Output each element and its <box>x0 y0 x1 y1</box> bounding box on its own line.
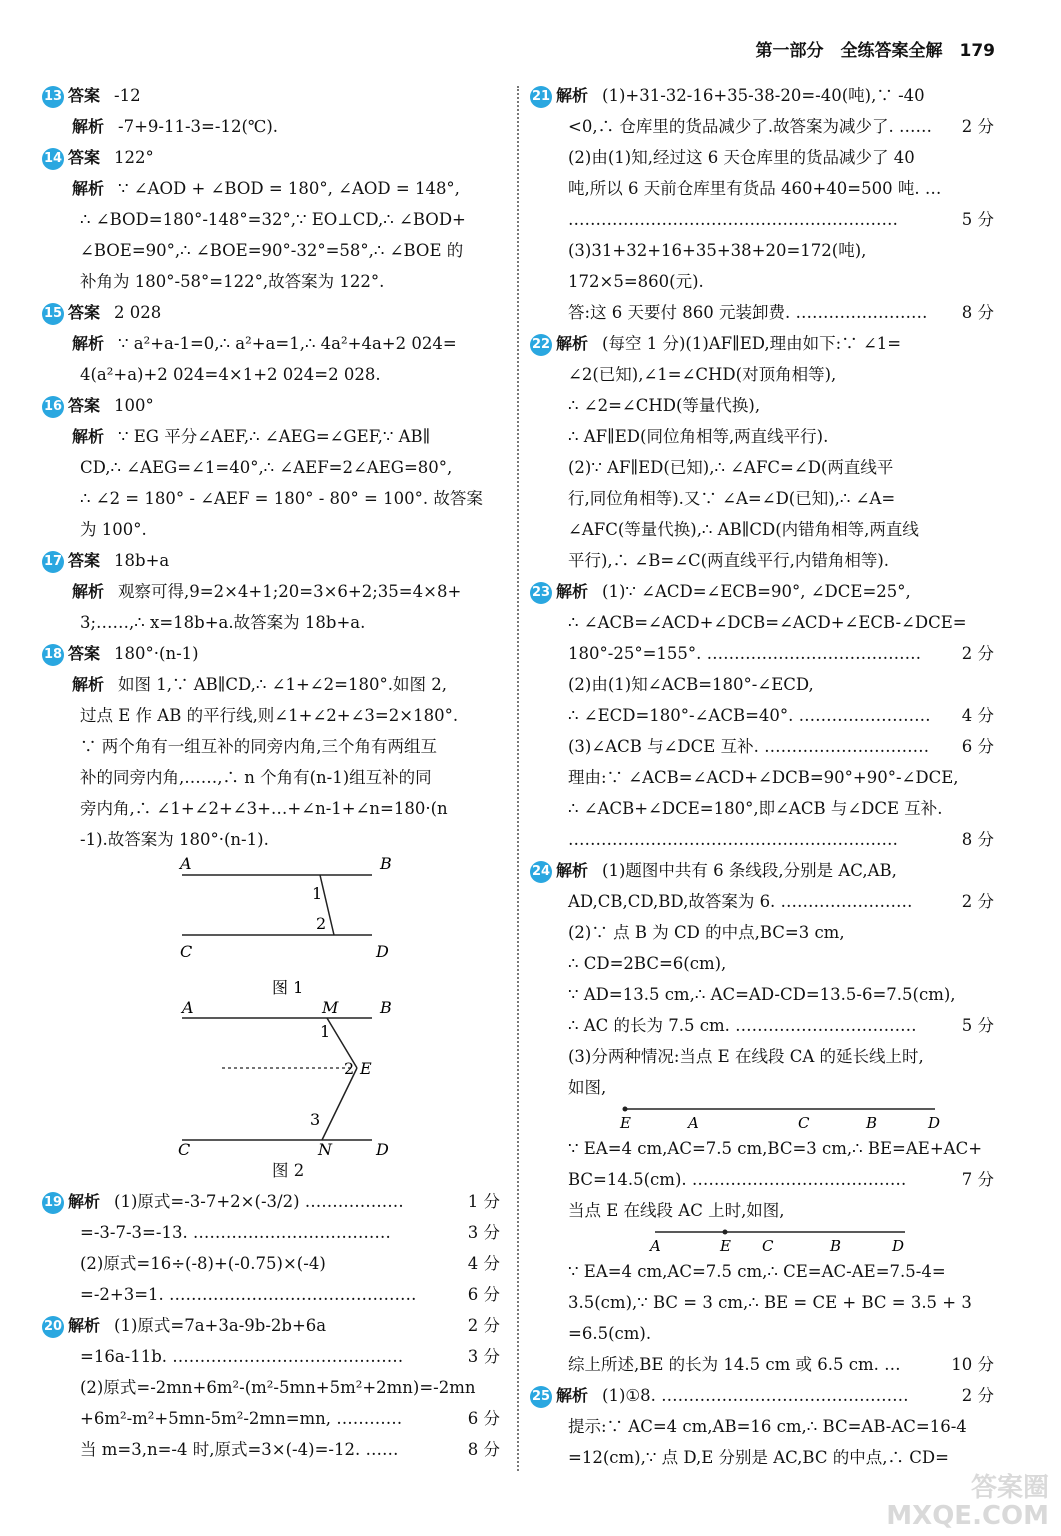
line-text: (每空 1 分)(1)AF∥ED,理由如下:∵ ∠1= <box>602 334 902 353</box>
question-number-badge: 25 <box>530 1386 552 1408</box>
line-text: <0,∴ 仓库里的货品减少了.故答案为减少了. …… <box>568 117 933 136</box>
score-mark: 4 分 <box>467 1254 500 1273</box>
line-text: ∵ EA=4 cm,AC=7.5 cm,∴ CE=AC-AE=7.5-4= <box>568 1262 946 1281</box>
text-line <box>530 793 998 824</box>
answer-tag: 答案 <box>68 644 101 663</box>
line-text: (1)+31-32-16+35-38-20=-40(吨),∵ -40 <box>602 86 925 105</box>
line-text: (1)原式=-3-7+2×(-3/2) ……………… <box>114 1192 404 1211</box>
text-line <box>42 731 504 762</box>
line-text: 180°-25°=155°. ………………………………… <box>568 644 922 663</box>
score-mark: 3 分 <box>467 1223 500 1242</box>
answer-tag: 答案 <box>68 86 101 105</box>
score-mark: 5 分 <box>961 1016 994 1035</box>
seg2-label-b: B <box>830 1237 842 1255</box>
text-line <box>42 421 504 452</box>
question-number-badge: 22 <box>530 334 552 356</box>
answer-tag: 答案 <box>68 303 101 322</box>
score-mark: 2 分 <box>961 1386 994 1405</box>
line-text: (1)①8. ……………………………………… <box>602 1386 909 1405</box>
score-mark: 2 分 <box>961 644 994 663</box>
text-line <box>42 297 504 328</box>
answer-tag: 解析 <box>556 582 589 601</box>
line-text: +6m²-m²+5mn-5m²-2mn=mn, ………… <box>80 1409 403 1428</box>
line-text: 如图 1,∵ AB∥CD,∴ ∠1+∠2=180°.如图 2, <box>118 675 447 694</box>
fig2-angle-2: 2 <box>344 1059 355 1078</box>
line-text: =-3-7-3=-13. ……………………………… <box>80 1223 391 1242</box>
text-line <box>530 948 998 979</box>
text-line <box>530 421 998 452</box>
answer-tag: 答案 <box>68 551 101 570</box>
fig2-label-n: N <box>318 1140 332 1159</box>
text-line <box>42 1372 504 1403</box>
line-text: ∵ EG 平分∠AEF,∴ ∠AEG=∠GEF,∵ AB∥ <box>118 427 431 446</box>
fig2-label-d: D <box>376 1140 389 1159</box>
score-mark: 1 分 <box>467 1192 500 1211</box>
line-text: 4(a²+a)+2 024=4×1+2 024=2 028. <box>80 365 381 384</box>
line-text: 答:这 6 天要付 860 元装卸费. …………………… <box>568 303 928 322</box>
segment-figure-1 <box>530 1103 998 1133</box>
score-mark: 4 分 <box>961 706 994 725</box>
line-text: =16a-11b. …………………………………… <box>80 1347 404 1366</box>
text-line <box>530 514 998 545</box>
question-number-badge: 13 <box>42 86 64 108</box>
text-line <box>42 545 504 576</box>
fig2-angle-3: 3 <box>310 1110 321 1129</box>
score-mark: 2 分 <box>961 117 994 136</box>
line-text: ∴ ∠2=∠CHD(等量代换), <box>568 396 761 415</box>
answer-tag: 解析 <box>72 427 105 446</box>
text-line <box>42 669 504 700</box>
text-line <box>42 1186 504 1217</box>
text-line <box>42 111 504 142</box>
fig2-label-e: E <box>360 1059 372 1078</box>
text-line <box>530 886 998 917</box>
text-line <box>42 483 504 514</box>
text-line <box>530 1164 998 1195</box>
seg1-label-e: E <box>620 1114 631 1132</box>
line-text: ∴ ∠ACB+∠DCE=180°,即∠ACB 与∠DCE 互补. <box>568 799 943 818</box>
line-text: (3)分两种情况:当点 E 在线段 CA 的延长线上时, <box>568 1047 924 1066</box>
line-text: (2)∵ AF∥ED(已知),∴ ∠AFC=∠D(两直线平 <box>568 458 894 477</box>
score-mark: 5 分 <box>961 210 994 229</box>
line-text: 吨,所以 6 天前仓库里有货品 460+40=500 吨. … <box>568 179 942 198</box>
text-line <box>530 576 998 607</box>
line-text: (2)由(1)知∠ACB=180°-∠ECD, <box>568 675 814 694</box>
text-line <box>530 452 998 483</box>
fig2-label-b: B <box>380 998 392 1017</box>
text-line <box>530 235 998 266</box>
text-line <box>530 638 998 669</box>
text-line <box>530 1380 998 1411</box>
seg2-label-c: C <box>762 1237 774 1255</box>
fig1-label-c: C <box>180 942 193 961</box>
fig2-label-c: C <box>178 1140 191 1159</box>
answer-tag: 解析 <box>72 675 105 694</box>
text-line <box>42 328 504 359</box>
line-text: 过点 E 作 AB 的平行线,则∠1+∠2+∠3=2×180°. <box>80 706 459 725</box>
answer-tag: 解析 <box>72 582 105 601</box>
segment-figure-2 <box>530 1226 998 1256</box>
text-line <box>42 1279 504 1310</box>
column-divider <box>517 86 519 1471</box>
text-line <box>42 390 504 421</box>
text-line <box>42 1341 504 1372</box>
line-text: ∵ AD=13.5 cm,∴ AC=AD-CD=13.5-6=7.5(cm), <box>568 985 956 1004</box>
text-line <box>42 1248 504 1279</box>
left-lines-2 <box>42 1186 504 1465</box>
text-line <box>42 142 504 173</box>
score-mark: 7 分 <box>961 1170 994 1189</box>
line-text: (1)题图中共有 6 条线段,分别是 AC,AB, <box>602 861 897 880</box>
text-line <box>530 1287 998 1318</box>
text-line <box>530 1256 998 1287</box>
text-line <box>42 1403 504 1434</box>
text-line <box>530 607 998 638</box>
text-line <box>530 111 998 142</box>
text-line <box>42 824 504 855</box>
line-text: 观察可得,9=2×4+1;20=3×6+2;35=4×8+ <box>118 582 462 601</box>
right-lines <box>530 80 998 1103</box>
fig1-label-d: D <box>376 942 389 961</box>
answer-tag: 解析 <box>68 1316 101 1335</box>
line-text: ∠BOE=90°,∴ ∠BOE=90°-32°=58°,∴ ∠BOE 的 <box>80 241 464 260</box>
question-number-badge: 23 <box>530 582 552 604</box>
answer-tag: 解析 <box>72 179 105 198</box>
text-line <box>42 762 504 793</box>
text-line <box>42 235 504 266</box>
answer-tag: 解析 <box>556 1386 589 1405</box>
line-text: ∠AFC(等量代换),∴ AB∥CD(内错角相等,两直线 <box>568 520 919 539</box>
seg1-label-d: D <box>928 1114 941 1132</box>
line-text: ∵ a²+a-1=0,∴ a²+a=1,∴ 4a²+4a+2 024= <box>118 334 457 353</box>
question-number-badge: 16 <box>42 396 64 418</box>
line-text: -1).故答案为 180°·(n-1). <box>80 830 269 849</box>
line-text: 补的同旁内角,……,∴ n 个角有(n-1)组互补的同 <box>80 768 432 787</box>
watermark-logo: 答案圈 MXQE.COM <box>886 1473 1049 1531</box>
question-number-badge: 19 <box>42 1192 64 1214</box>
text-line <box>530 762 998 793</box>
seg1-label-c: C <box>798 1114 810 1132</box>
line-text: 旁内角,∴ ∠1+∠2+∠3+…+∠n-1+∠n=180·(n <box>80 799 448 818</box>
line-text: 补角为 180°-58°=122°,故答案为 122°. <box>80 272 385 291</box>
line-text: 3;……,∴ x=18b+a.故答案为 18b+a. <box>80 613 366 632</box>
line-text: 2 028 <box>114 303 162 322</box>
answer-tag: 解析 <box>68 1192 101 1211</box>
right-lines-3 <box>530 1256 998 1473</box>
page-header: 第一部分 全练答案全解 179 <box>755 41 995 61</box>
text-line <box>42 700 504 731</box>
text-line <box>530 824 998 855</box>
text-line <box>42 1434 504 1465</box>
text-line <box>530 700 998 731</box>
left-column <box>42 80 504 1465</box>
line-text: (1)原式=7a+3a-9b-2b+6a <box>114 1316 327 1335</box>
answer-tag: 答案 <box>68 148 101 167</box>
score-mark: 3 分 <box>467 1347 500 1366</box>
line-text: =12(cm),∵ 点 D,E 分别是 AC,BC 的中点,∴ CD= <box>568 1448 949 1467</box>
score-mark: 6 分 <box>961 737 994 756</box>
seg2-label-a: A <box>650 1237 661 1255</box>
question-number-badge: 14 <box>42 148 64 170</box>
line-text: ∴ ∠2 = 180° - ∠AEF = 180° - 80° = 100°. 故答案 <box>80 489 483 508</box>
line-text: ∴ ∠ECD=180°-∠ACB=40°. …………………… <box>568 706 931 725</box>
line-text: ∵ EA=4 cm,AC=7.5 cm,BC=3 cm,∴ BE=AE+AC+ <box>568 1139 983 1158</box>
answer-tag: 解析 <box>556 334 589 353</box>
answer-tag: 解析 <box>72 117 105 136</box>
text-line <box>42 1217 504 1248</box>
line-text: 172×5=860(元). <box>568 272 704 291</box>
text-line <box>42 359 504 390</box>
text-line <box>530 979 998 1010</box>
line-text: =-2+3=1. ……………………………………… <box>80 1285 417 1304</box>
question-number-badge: 15 <box>42 303 64 325</box>
text-line <box>530 266 998 297</box>
score-mark: 2 分 <box>467 1316 500 1335</box>
line-text: 平行),∴ ∠B=∠C(两直线平行,内错角相等). <box>568 551 890 570</box>
question-number-badge: 20 <box>42 1316 64 1338</box>
line-text: 如图, <box>568 1078 607 1097</box>
line-text: (2)原式=-2mn+6m²-(m²-5mn+5m²+2mn)=-2mn <box>80 1378 476 1397</box>
line-text: ∴ AC 的长为 7.5 cm. …………………………… <box>568 1016 917 1035</box>
line-text: ∴ ∠ACB=∠ACD+∠DCB=∠ACD+∠ECB-∠DCE= <box>568 613 967 632</box>
question-number-badge: 21 <box>530 86 552 108</box>
line-text: 当 m=3,n=-4 时,原式=3×(-4)=-12. …… <box>80 1440 399 1459</box>
seg1-label-a: A <box>688 1114 699 1132</box>
text-line <box>42 452 504 483</box>
text-line <box>530 359 998 390</box>
parallel-lines-figure <box>152 854 392 1159</box>
right-column <box>530 80 998 1473</box>
text-line <box>530 1411 998 1442</box>
line-text: 为 100°. <box>80 520 147 539</box>
text-line <box>530 204 998 235</box>
line-text: 行,同位角相等).又∵ ∠A=∠D(已知),∴ ∠A= <box>568 489 896 508</box>
line-text: ∵ 两个角有一组互补的同旁内角,三个角有两组互 <box>80 737 437 756</box>
text-line <box>530 669 998 700</box>
question-number-badge: 17 <box>42 551 64 573</box>
seg1-label-b: B <box>866 1114 878 1132</box>
fig2-angle-1: 1 <box>320 1022 331 1041</box>
line-text: (3)∠ACB 与∠DCE 互补. ………………………… <box>568 737 930 756</box>
fig2-label-a: A <box>182 998 194 1017</box>
answer-tag: 答案 <box>68 396 101 415</box>
score-mark: 8 分 <box>961 830 994 849</box>
text-line <box>530 1072 998 1103</box>
text-line <box>530 390 998 421</box>
text-line <box>42 793 504 824</box>
score-mark: 8 分 <box>961 303 994 322</box>
fig2-caption: 图 2 <box>272 1161 305 1180</box>
text-line <box>42 266 504 297</box>
line-text: 18b+a <box>114 551 170 570</box>
text-line <box>530 142 998 173</box>
text-line <box>530 731 998 762</box>
line-text: 100° <box>114 396 154 415</box>
text-line <box>530 483 998 514</box>
seg2-label-d: D <box>892 1237 905 1255</box>
text-line <box>530 1195 998 1226</box>
text-line <box>530 1349 998 1380</box>
text-line <box>530 173 998 204</box>
fig1-angle-2: 2 <box>316 914 327 933</box>
figures-block <box>42 854 504 1159</box>
text-line <box>530 917 998 948</box>
line-text: 提示:∵ AC=4 cm,AB=16 cm,∴ BC=AB-AC=16-4 <box>568 1417 967 1436</box>
answer-tag: 解析 <box>556 86 589 105</box>
score-mark: 10 分 <box>951 1355 994 1374</box>
line-text: ∴ ∠BOD=180°-148°=32°,∵ EO⊥CD,∴ ∠BOD+ <box>80 210 466 229</box>
score-mark: 8 分 <box>467 1440 500 1459</box>
line-text: …………………………………………………… <box>568 830 898 849</box>
answer-tag: 解析 <box>556 861 589 880</box>
seg2-label-e: E <box>720 1237 731 1255</box>
line-text: ∴ AF∥ED(同位角相等,两直线平行). <box>568 427 829 446</box>
line-text: 180°·(n-1) <box>114 644 199 663</box>
score-mark: 2 分 <box>961 892 994 911</box>
text-line <box>530 1041 998 1072</box>
text-line <box>42 514 504 545</box>
line-text: (2)原式=16÷(-8)+(-0.75)×(-4) <box>80 1254 326 1273</box>
line-text: 当点 E 在线段 AC 上时,如图, <box>568 1201 785 1220</box>
line-text: (2)由(1)知,经过这 6 天仓库里的货品减少了 40 <box>568 148 915 167</box>
text-line <box>530 80 998 111</box>
fig1-angle-1: 1 <box>312 884 323 903</box>
line-text: ∴ CD=2BC=6(cm), <box>568 954 727 973</box>
line-text: ∠2(已知),∠1=∠CHD(对顶角相等), <box>568 365 837 384</box>
line-text: 122° <box>114 148 154 167</box>
fig2-label-m: M <box>322 998 339 1017</box>
text-line <box>42 204 504 235</box>
line-text: 理由:∵ ∠ACB=∠ACD+∠DCB=90°+90°-∠DCE, <box>568 768 959 787</box>
text-line <box>530 855 998 886</box>
text-line <box>42 173 504 204</box>
line-text: 综上所述,BE 的长为 14.5 cm 或 6.5 cm. … <box>568 1355 901 1374</box>
text-line <box>530 1442 998 1473</box>
left-lines <box>42 80 504 855</box>
line-text: -12 <box>114 86 141 105</box>
text-line <box>530 1010 998 1041</box>
text-line <box>42 576 504 607</box>
text-line <box>530 545 998 576</box>
text-line <box>42 638 504 669</box>
question-number-badge: 24 <box>530 861 552 883</box>
line-text: (3)31+32+16+35+38+20=172(吨), <box>568 241 867 260</box>
right-lines-2 <box>530 1133 998 1226</box>
score-mark: 6 分 <box>467 1409 500 1428</box>
text-line <box>42 80 504 111</box>
line-text: …………………………………………………… <box>568 210 898 229</box>
text-line <box>530 1133 998 1164</box>
line-text: CD,∴ ∠AEG=∠1=40°,∴ ∠AEF=2∠AEG=80°, <box>80 458 453 477</box>
figure-2 <box>178 998 392 1159</box>
text-line <box>530 1318 998 1349</box>
line-text: (1)∵ ∠ACD=∠ECB=90°, ∠DCE=25°, <box>602 582 911 601</box>
line-text: (2)∵ 点 B 为 CD 的中点,BC=3 cm, <box>568 923 845 942</box>
line-text: AD,CB,CD,BD,故答案为 6. …………………… <box>568 892 913 911</box>
line-text: BC=14.5(cm). ………………………………… <box>568 1170 907 1189</box>
fig1-label-a: A <box>180 854 192 873</box>
answer-tag: 解析 <box>72 334 105 353</box>
text-line <box>530 328 998 359</box>
question-number-badge: 18 <box>42 644 64 666</box>
text-line <box>42 1310 504 1341</box>
fig1-label-b: B <box>380 854 392 873</box>
line-text: -7+9-11-3=-12(℃). <box>118 117 279 136</box>
figure-1 <box>178 854 392 997</box>
score-mark: 6 分 <box>467 1285 500 1304</box>
fig1-caption: 图 1 <box>272 978 304 997</box>
text-line <box>530 297 998 328</box>
line-text: 3.5(cm),∵ BC = 3 cm,∴ BE = CE + BC = 3.5 + 3 <box>568 1293 972 1312</box>
text-line <box>42 607 504 638</box>
line-text: =6.5(cm). <box>568 1324 652 1343</box>
line-text: ∵ ∠AOD + ∠BOD = 180°, ∠AOD = 148°, <box>118 179 460 198</box>
